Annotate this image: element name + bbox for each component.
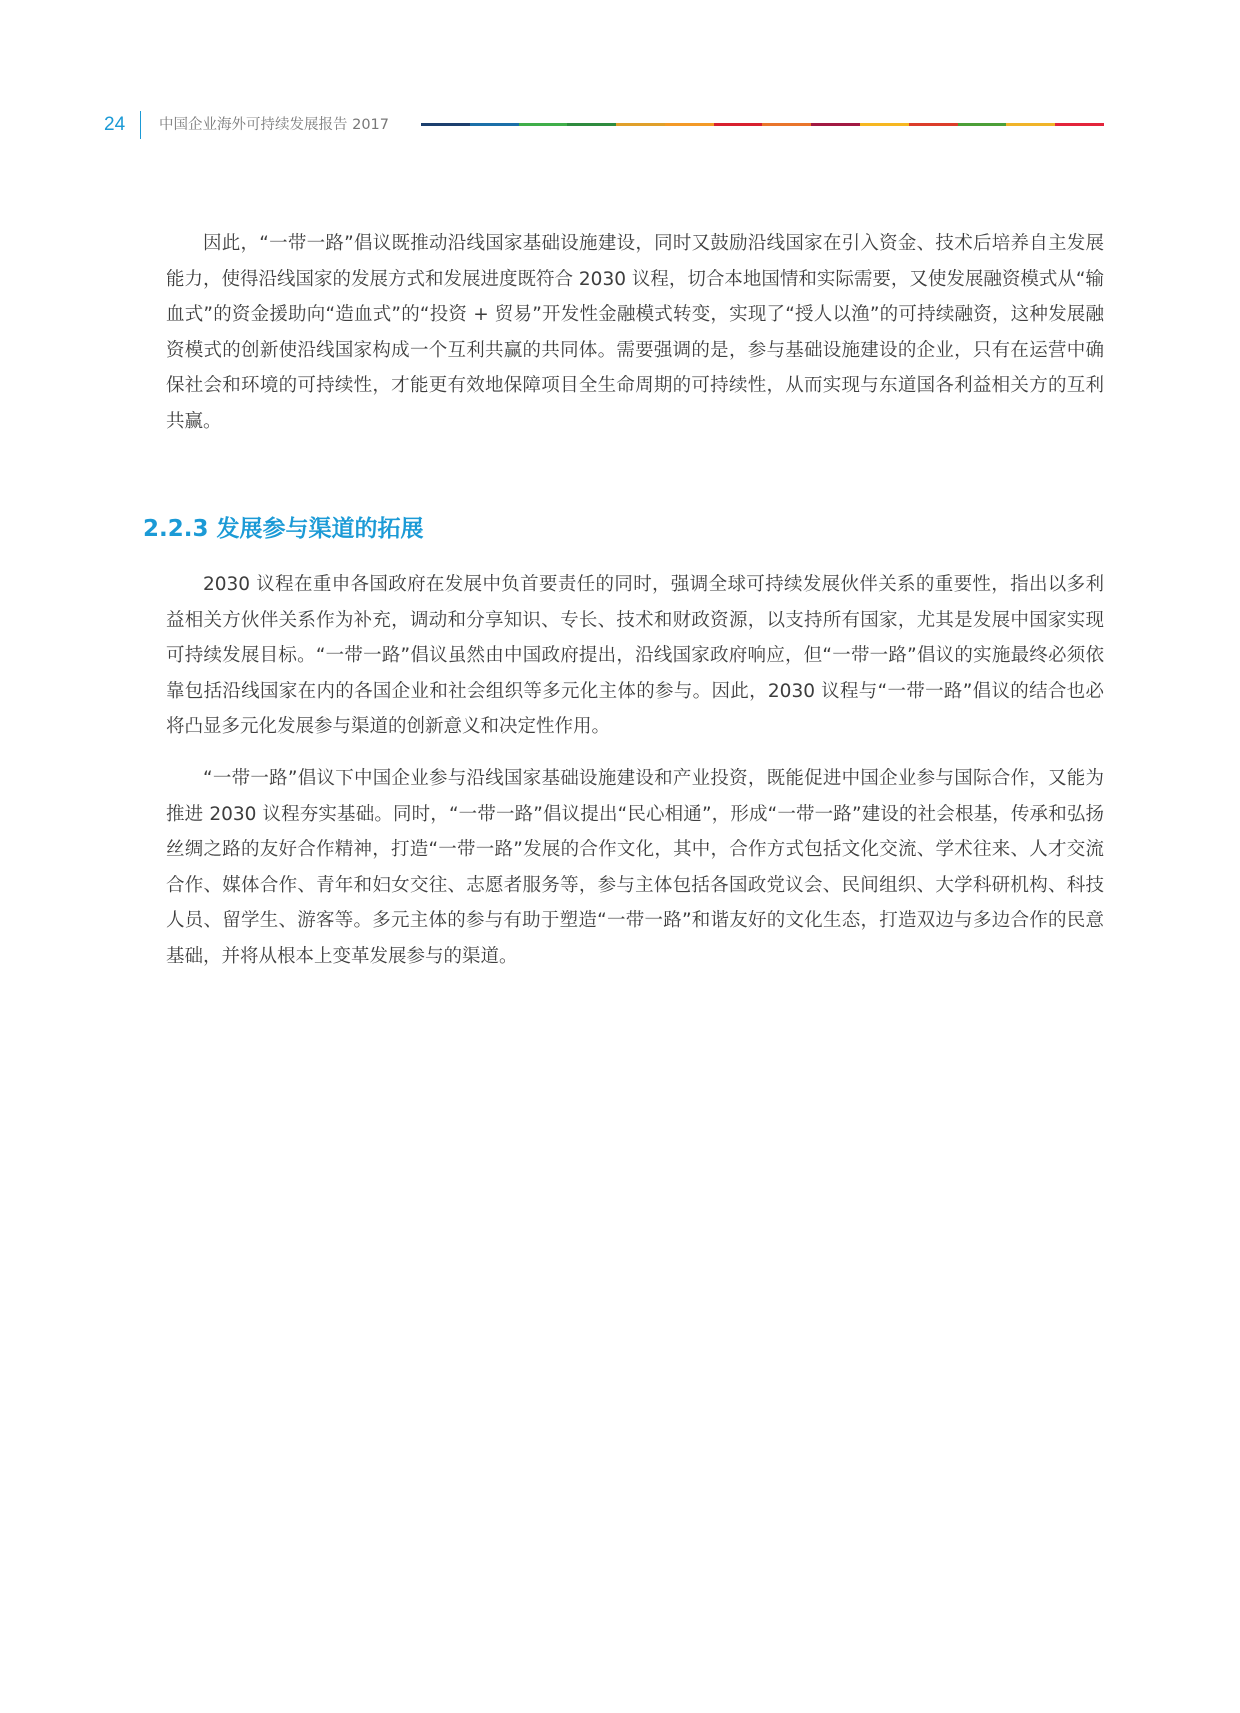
color-bar-segment: [1006, 123, 1055, 126]
section-heading: 2.2.3 发展参与渠道的拓展: [143, 516, 424, 542]
intro-section: [166, 226, 1104, 439]
section-body-1: [166, 567, 1104, 745]
color-bar-segment: [811, 123, 860, 126]
color-bar-segment: [958, 123, 1007, 126]
header-divider: [140, 111, 141, 139]
section-paragraph-2: “一带一路”倡议下中国企业参与沿线国家基础设施建设和产业投资，既能促进中国企业参与国际合作，又能为推进 2030 议程夯实基础。同时，“一带一路”倡议提出“民心相通”，形成“一带一路”建设的社会根基，传承和弘扬丝绸之路的友好合作精神，打造“一带一路”发展的合作文化，其中，合作方式包括文化交流、学术往来、人才交流合作、媒体合作、青年和妇女交往、志愿者服务等，参与主体包括各国政党议会、民间组织、大学科研机构、科技人员、留学生、游客等。多元主体的参与有助于塑造“一带一路”和谐友好的文化生态，打造双边与多边合作的民意基础，并将从根本上变革发展参与的渠道。: [166, 768, 1104, 967]
section-body-2: [166, 761, 1104, 974]
page-number: 24: [104, 114, 126, 135]
color-bar-segment: [909, 123, 958, 126]
color-bar-segment: [470, 123, 519, 126]
sdg-color-bar: [421, 123, 1104, 126]
color-bar-segment: [860, 123, 909, 126]
color-bar-segment: [519, 123, 568, 126]
page-header: [104, 112, 1104, 138]
report-title: 中国企业海外可持续发展报告 2017: [159, 117, 390, 133]
color-bar-segment: [567, 123, 616, 126]
color-bar-segment: [665, 123, 714, 126]
color-bar-segment: [421, 123, 470, 126]
color-bar-segment: [1055, 123, 1104, 126]
color-bar-segment: [714, 123, 763, 126]
intro-paragraph: 因此，“一带一路”倡议既推动沿线国家基础设施建设，同时又鼓励沿线国家在引入资金、技术后培养自主发展能力，使得沿线国家的发展方式和发展进度既符合 2030 议程，切合本地国情和实际需要，又使发展融资模式从“输血式”的资金援助向“造血式”的“投资 + 贸易”开发性金融模式转变，实现了“授人以渔”的可持续融资，这种发展融资模式的创新使沿线国家构成一个互利共赢的共同体。需要强调的是，参与基础设施建设的企业，只有在运营中确保社会和环境的可持续性，才能更有效地保障项目全生命周期的可持续性，从而实现与东道国各利益相关方的互利共赢。: [166, 233, 1104, 432]
color-bar-segment: [762, 123, 811, 126]
color-bar-segment: [616, 123, 665, 126]
section-paragraph-1: 2030 议程在重申各国政府在发展中负首要责任的同时，强调全球可持续发展伙伴关系的重要性，指出以多利益相关方伙伴关系作为补充，调动和分享知识、专长、技术和财政资源，以支持所有国家，尤其是发展中国家实现可持续发展目标。“一带一路”倡议虽然由中国政府提出，沿线国家政府响应，但“一带一路”倡议的实施最终必须依靠包括沿线国家在内的各国企业和社会组织等多元化主体的参与。因此，2030 议程与“一带一路”倡议的结合也必将凸显多元化发展参与渠道的创新意义和决定性作用。: [166, 574, 1104, 737]
